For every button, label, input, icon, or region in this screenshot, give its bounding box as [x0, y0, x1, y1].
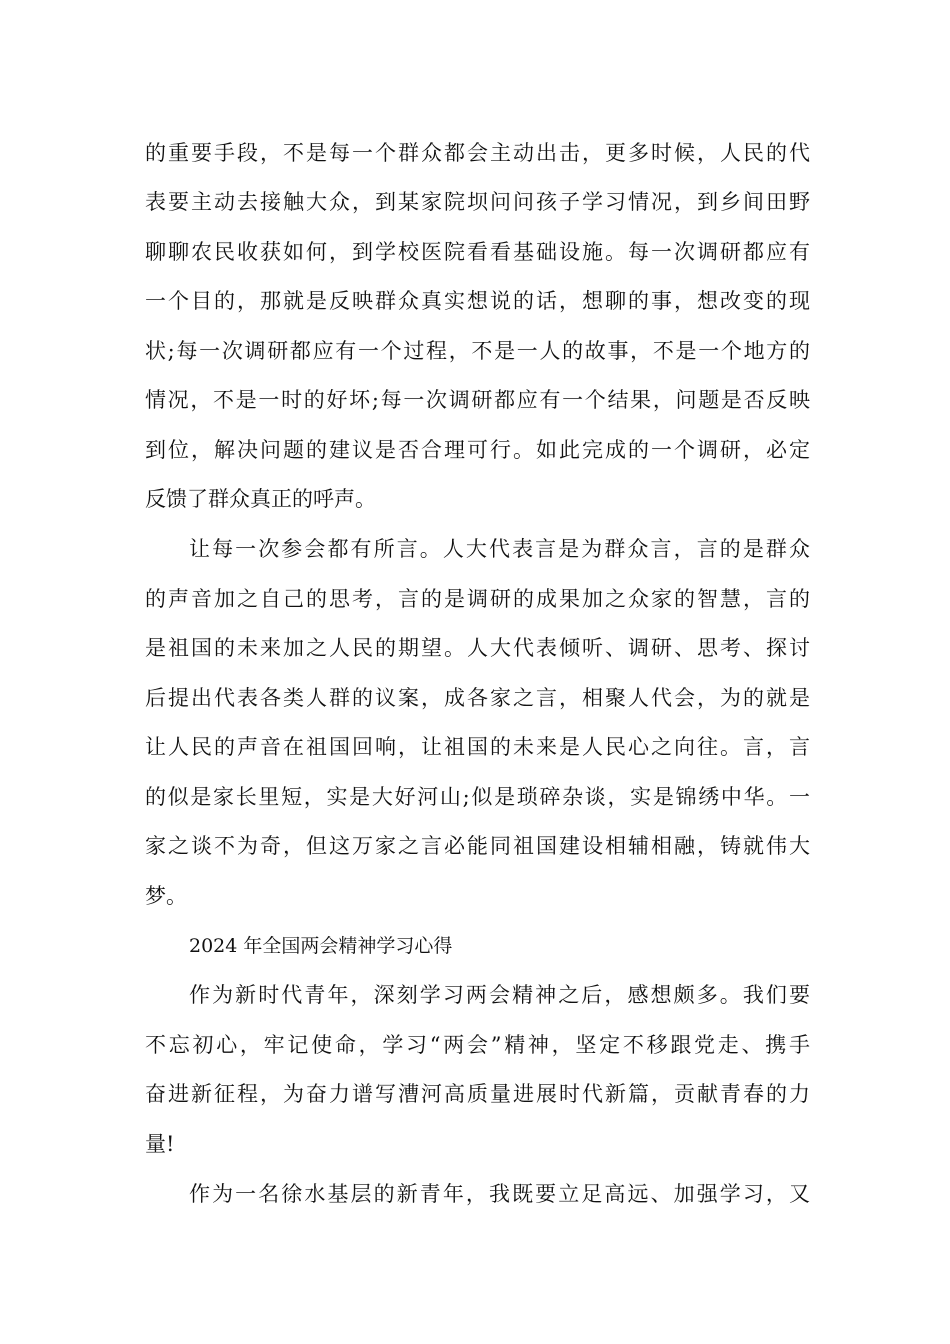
- paragraph-line: 状;每一次调研都应有一个过程，不是一人的故事，不是一个地方的: [145, 339, 810, 363]
- paragraph-line: 让人民的声音在祖国回响，让祖国的未来是人民心之向往。言，言: [145, 735, 810, 759]
- paragraph-line: 表要主动去接触大众，到某家院坝问问孩子学习情况，到乡间田野: [145, 190, 810, 214]
- paragraph-line: 家之谈不为奇，但这万家之言必能同祖国建设相辅相融，铸就伟大: [145, 834, 810, 858]
- paragraph-line: 到位，解决问题的建议是否合理可行。如此完成的一个调研，必定: [145, 438, 810, 462]
- paragraph-line: 奋进新征程，为奋力谱写漕河高质量进展时代新篇，贡献青春的力: [145, 1082, 810, 1106]
- paragraph-line: 情况，不是一时的好坏;每一次调研都应有一个结果，问题是否反映: [145, 388, 810, 412]
- paragraph-line: 是祖国的未来加之人民的期望。人大代表倾听、调研、思考、探讨: [145, 636, 810, 660]
- paragraph-line: 量!: [145, 1132, 175, 1156]
- paragraph-line: 不忘初心，牢记使命，学习“两会”精神，坚定不移跟党走、携手: [145, 1033, 810, 1057]
- paragraph-line: 反馈了群众真正的呼声。: [145, 487, 376, 511]
- paragraph-line: 的声音加之自己的思考，言的是调研的成果加之众家的智慧，言的: [145, 587, 810, 611]
- paragraph-first-line: 作为一名徐水基层的新青年，我既要立足高远、加强学习，又: [189, 1182, 810, 1206]
- section-heading: 2024 年全国两会精神学习心得: [189, 935, 453, 957]
- paragraph-line: 后提出代表各类人群的议案，成各家之言，相聚人代会，为的就是: [145, 686, 810, 710]
- paragraph-line: 一个目的，那就是反映群众真实想说的话，想聊的事，想改变的现: [145, 289, 810, 313]
- paragraph-line: 的似是家长里短，实是大好河山;似是琐碎杂谈，实是锦绣中华。一: [145, 785, 810, 809]
- paragraph-line: 聊聊农民收获如何，到学校医院看看基础设施。每一次调研都应有: [145, 240, 810, 264]
- paragraph-line: 梦。: [145, 884, 187, 908]
- paragraph-first-line: 作为新时代青年，深刻学习两会精神之后，感想颇多。我们要: [189, 983, 810, 1007]
- paragraph-first-line: 让每一次参会都有所言。人大代表言是为群众言，言的是群众: [189, 537, 810, 561]
- paragraph-line: 的重要手段，不是每一个群众都会主动出击，更多时候，人民的代: [145, 141, 810, 165]
